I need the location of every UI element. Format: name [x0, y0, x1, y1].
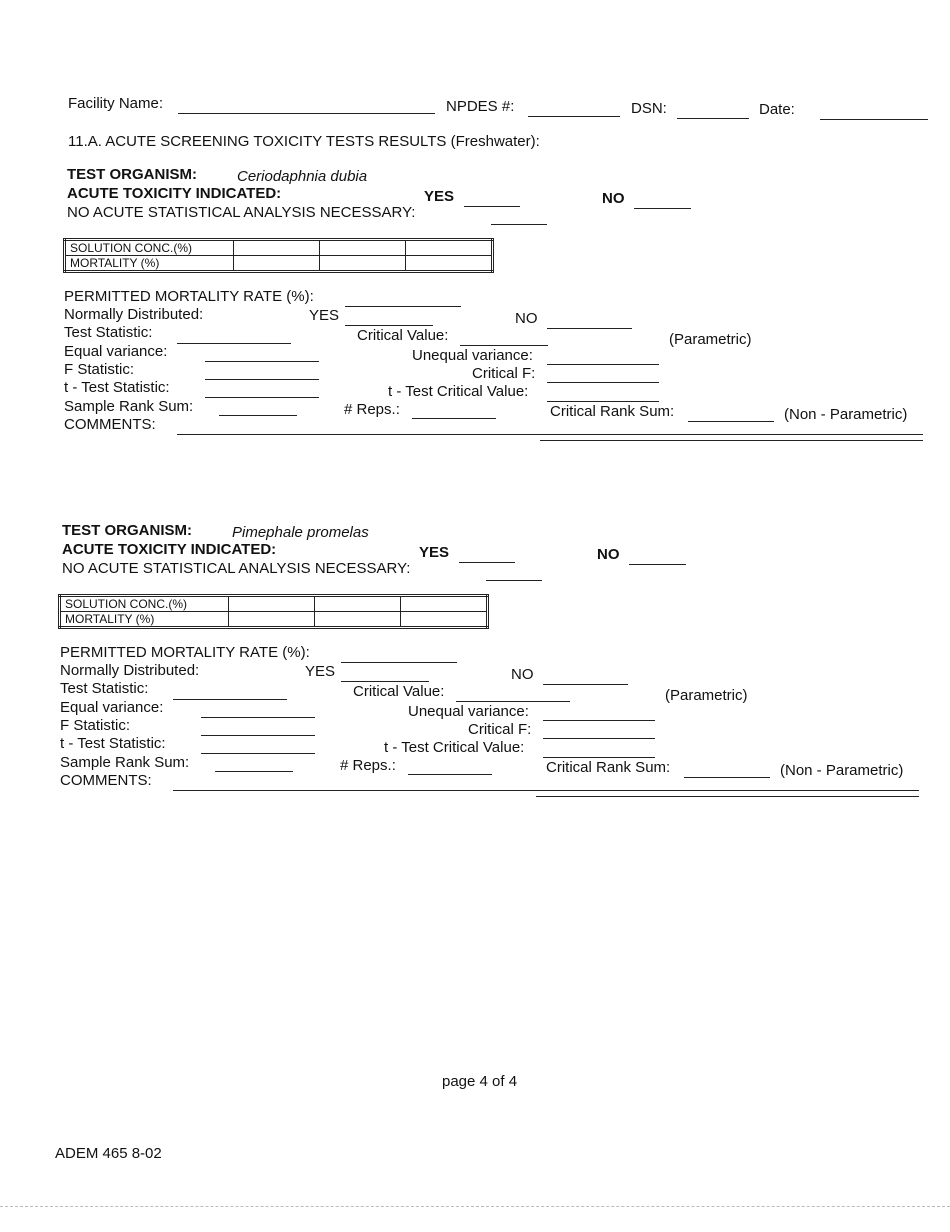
comments-label: COMMENTS:: [64, 416, 156, 433]
reps-field[interactable]: [408, 774, 492, 775]
acute-yes-field[interactable]: [459, 562, 515, 563]
reps-label: # Reps.:: [344, 401, 400, 418]
normal-yes-label: YES: [305, 663, 336, 680]
equal-variance-field[interactable]: [201, 717, 315, 718]
mortality-label: MORTALITY (%): [65, 256, 234, 272]
normal-no-label: NO: [515, 310, 538, 327]
permitted-mortality-field[interactable]: [345, 306, 461, 307]
reps-label: # Reps.:: [340, 757, 396, 774]
normal-no-label: NO: [511, 666, 534, 683]
normal-yes-field[interactable]: [341, 681, 429, 682]
no-analysis-label: NO ACUTE STATISTICAL ANALYSIS NECESSARY:: [67, 204, 416, 221]
table-cell[interactable]: [315, 596, 401, 612]
table-row: [60, 596, 488, 612]
facility-name-label: Facility Name:: [68, 95, 164, 112]
concentration-table: [63, 238, 494, 273]
equal-variance-label: Equal variance:: [64, 343, 168, 360]
table-cell[interactable]: [229, 596, 315, 612]
critical-f-field[interactable]: [543, 738, 655, 739]
critical-rank-sum-field[interactable]: [684, 777, 770, 778]
non-parametric-label: (Non - Parametric): [784, 406, 908, 423]
t-critical-value-label: t - Test Critical Value:: [388, 383, 529, 400]
test-statistic-field[interactable]: [177, 343, 291, 344]
permitted-mortality-field[interactable]: [341, 662, 457, 663]
equal-variance-label: Equal variance:: [60, 699, 164, 716]
acute-yes-field[interactable]: [464, 206, 520, 207]
parametric-label: (Parametric): [669, 331, 752, 348]
dsn-label: DSN:: [631, 100, 667, 117]
unequal-variance-field[interactable]: [543, 720, 655, 721]
acute-yes-label: YES: [419, 544, 450, 561]
table-cell[interactable]: [234, 240, 320, 256]
normal-yes-label: YES: [309, 307, 340, 324]
acute-toxicity-label: ACUTE TOXICITY INDICATED:: [62, 541, 277, 558]
normally-distributed-label: Normally Distributed:: [64, 306, 204, 323]
t-statistic-label: t - Test Statistic:: [64, 379, 170, 396]
critical-rank-sum-label: Critical Rank Sum:: [550, 403, 675, 420]
t-critical-value-label: t - Test Critical Value:: [384, 739, 525, 756]
table-row: [65, 256, 493, 272]
t-critical-value-field[interactable]: [547, 401, 659, 402]
table-cell[interactable]: [229, 612, 315, 628]
sample-rank-sum-field[interactable]: [215, 771, 293, 772]
critical-value-field[interactable]: [460, 345, 548, 346]
facility-name-field[interactable]: [178, 113, 435, 114]
concentration-table: [58, 594, 489, 629]
f-statistic-field[interactable]: [201, 735, 315, 736]
equal-variance-field[interactable]: [205, 361, 319, 362]
critical-rank-sum-field[interactable]: [688, 421, 774, 422]
critical-f-label: Critical F:: [472, 365, 536, 382]
t-statistic-field[interactable]: [205, 397, 319, 398]
comments-line-extension: [536, 796, 919, 797]
section-title: 11.A. ACUTE SCREENING TOXICITY TESTS RESULTS (Freshwater):: [68, 133, 540, 150]
f-statistic-label: F Statistic:: [64, 361, 135, 378]
acute-no-label: NO: [597, 546, 620, 563]
no-analysis-field[interactable]: [486, 580, 542, 581]
permitted-mortality-label: PERMITTED MORTALITY RATE (%):: [60, 644, 310, 661]
sample-rank-sum-label: Sample Rank Sum:: [64, 398, 194, 415]
t-critical-value-field[interactable]: [543, 757, 655, 758]
npdes-label: NPDES #:: [446, 98, 515, 115]
acute-yes-label: YES: [424, 188, 455, 205]
table-cell[interactable]: [320, 240, 406, 256]
no-analysis-label: NO ACUTE STATISTICAL ANALYSIS NECESSARY:: [62, 560, 411, 577]
critical-f-field[interactable]: [547, 382, 659, 383]
critical-value-label: Critical Value:: [357, 327, 449, 344]
date-field[interactable]: [820, 119, 928, 120]
f-statistic-field[interactable]: [205, 379, 319, 380]
critical-value-label: Critical Value:: [353, 683, 445, 700]
test-organism-label: TEST ORGANISM:: [62, 522, 192, 539]
comments-field[interactable]: [177, 434, 923, 435]
no-analysis-field[interactable]: [491, 224, 547, 225]
form-id: ADEM 465 8-02: [55, 1145, 162, 1162]
critical-rank-sum-label: Critical Rank Sum:: [546, 759, 671, 776]
normal-no-field[interactable]: [543, 684, 628, 685]
comments-line-extension: [540, 440, 923, 441]
table-cell[interactable]: [406, 240, 493, 256]
critical-f-label: Critical F:: [468, 721, 532, 738]
solution-conc-label: SOLUTION CONC.(%): [65, 240, 234, 256]
test-statistic-label: Test Statistic:: [64, 324, 153, 341]
comments-field[interactable]: [173, 790, 919, 791]
normally-distributed-label: Normally Distributed:: [60, 662, 200, 679]
acute-no-field[interactable]: [629, 564, 686, 565]
permitted-mortality-label: PERMITTED MORTALITY RATE (%):: [64, 288, 314, 305]
table-cell[interactable]: [234, 256, 320, 272]
acute-no-label: NO: [602, 190, 625, 207]
normal-no-field[interactable]: [547, 328, 632, 329]
test-organism-label: TEST ORGANISM:: [67, 166, 197, 183]
table-cell[interactable]: [401, 596, 488, 612]
sample-rank-sum-label: Sample Rank Sum:: [60, 754, 190, 771]
f-statistic-label: F Statistic:: [60, 717, 131, 734]
date-label: Date:: [759, 101, 795, 118]
test-statistic-field[interactable]: [173, 699, 287, 700]
unequal-variance-field[interactable]: [547, 364, 659, 365]
test-organism-name: Pimephale promelas: [232, 524, 369, 541]
test-organism-name: Ceriodaphnia dubia: [237, 168, 368, 185]
solution-conc-label: SOLUTION CONC.(%): [60, 596, 229, 612]
scan-edge-line: [0, 1206, 950, 1207]
test-statistic-label: Test Statistic:: [60, 680, 149, 697]
acute-toxicity-label: ACUTE TOXICITY INDICATED:: [67, 185, 282, 202]
table-cell[interactable]: [401, 612, 488, 628]
unequal-variance-label: Unequal variance:: [412, 347, 533, 364]
critical-value-field[interactable]: [456, 701, 570, 702]
mortality-label: MORTALITY (%): [60, 612, 229, 628]
comments-label: COMMENTS:: [60, 772, 152, 789]
table-row: [60, 612, 488, 628]
non-parametric-label: (Non - Parametric): [780, 762, 904, 779]
acute-no-field[interactable]: [634, 208, 691, 209]
sample-rank-sum-field[interactable]: [219, 415, 297, 416]
t-statistic-label: t - Test Statistic:: [60, 735, 166, 752]
unequal-variance-label: Unequal variance:: [408, 703, 529, 720]
normal-yes-field[interactable]: [345, 325, 433, 326]
reps-field[interactable]: [412, 418, 496, 419]
table-cell[interactable]: [406, 256, 493, 272]
table-row: [65, 240, 493, 256]
dsn-field[interactable]: [677, 118, 749, 119]
t-statistic-field[interactable]: [201, 753, 315, 754]
npdes-field[interactable]: [528, 116, 620, 117]
parametric-label: (Parametric): [665, 687, 748, 704]
page-number: page 4 of 4: [442, 1073, 518, 1090]
table-cell[interactable]: [320, 256, 406, 272]
table-cell[interactable]: [315, 612, 401, 628]
